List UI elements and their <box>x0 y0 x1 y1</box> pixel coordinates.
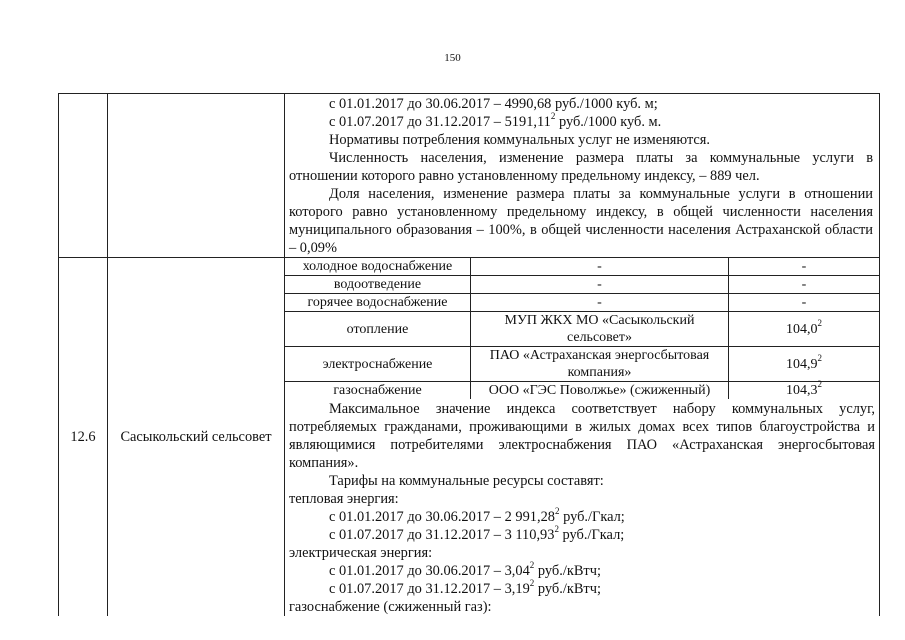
service-index: - <box>729 294 880 312</box>
heat-energy-title: тепловая энергия: <box>289 491 399 507</box>
service-name: водоотведение <box>285 276 471 294</box>
service-provider: МУП ЖКХ МО «Сасыкольский сельсовет» <box>471 312 729 347</box>
service-provider: ПАО «Астраханская энергосбытовая компания» <box>471 347 729 382</box>
table-row-continuation <box>59 94 880 258</box>
service-row <box>285 312 879 347</box>
population-paragraph: Численность населения, изменение размера платы за коммунальные услуги в отношении которого равно установленному предельному индексу, – 889 чел. <box>289 150 873 184</box>
document-table-area <box>58 93 880 640</box>
service-name: горячее водоснабжение <box>285 294 471 312</box>
service-provider: - <box>471 276 729 294</box>
municipality-name: Сасыкольский сельсовет <box>108 258 285 617</box>
service-provider: - <box>471 294 729 312</box>
electric-energy-title: электрическая энергия: <box>289 545 433 561</box>
row-number: 12.6 <box>59 258 108 617</box>
max-index-paragraph: Максимальное значение индекса соответствует набору коммунальных услуг, потребляемых гражданами, проживающими в жилых домах всех типов благоустройства и являющимися потребителями электроснабжения ПАО «Астраханская энергосбытовая компания». <box>289 401 875 471</box>
service-row <box>285 382 879 400</box>
service-name: холодное водоснабжение <box>285 258 471 276</box>
service-name: отопление <box>285 312 471 347</box>
service-row <box>285 294 879 312</box>
table-row-12-6 <box>59 258 880 617</box>
tariff-table <box>58 93 880 616</box>
service-index: - <box>729 258 880 276</box>
electric-tariff-line-2: с 01.07.2017 до 31.12.2017 – 3,19$^2$ руб./кВтч; <box>329 578 601 597</box>
service-provider: - <box>471 258 729 276</box>
heat-tariff-line-2: с 01.07.2017 до 31.12.2017 – 3 110,93$^2$ руб./Гкал; <box>329 524 625 543</box>
service-index: - <box>729 276 880 294</box>
service-row <box>285 276 879 294</box>
service-row <box>285 347 879 382</box>
heat-tariff-line-1: с 01.01.2017 до 30.06.2017 – 2 991,28$^2$ руб./Гкал; <box>329 506 625 525</box>
population-share-paragraph: Доля населения, изменение размера платы за коммунальные услуги в отношении которого равно установленному предельному индексу, в общей численности населения муниципального образования – 100%, в общей численности населения Астраханской области – 0,09% <box>289 186 873 256</box>
service-index: 104,9$^2$ <box>729 347 880 382</box>
norms-unchanged-line: Нормативы потребления коммунальных услуг не изменяются. <box>329 132 711 148</box>
services-subtable <box>285 258 879 399</box>
row-name-cell-empty <box>108 94 285 258</box>
gas-supply-title: газоснабжение (сжиженный газ): <box>289 599 492 615</box>
tariffs-title: Тарифы на коммунальные ресурсы составят: <box>329 473 604 489</box>
tariff-line-1: с 01.01.2017 до 30.06.2017 – 4990,68 руб./1000 куб. м; <box>329 96 658 112</box>
service-index: 104,0$^2$ <box>729 312 880 347</box>
continuation-text-cell <box>285 94 880 258</box>
service-name: электроснабжение <box>285 347 471 382</box>
electric-tariff-line-1: с 01.01.2017 до 30.06.2017 – 3,04$^2$ руб./кВтч; <box>329 560 601 579</box>
page-number: 150 <box>444 52 461 64</box>
tariff-line-2: с 01.07.2017 до 31.12.2017 – 5191,11$^2$ руб./1000 куб. м. <box>329 111 662 130</box>
row-number-cell-empty <box>59 94 108 258</box>
services-and-tariffs-cell <box>285 258 880 617</box>
service-index: 104,3$^2$ <box>729 382 880 400</box>
service-name: газоснабжение <box>285 382 471 400</box>
service-provider: ООО «ГЭС Поволжье» (сжиженный) <box>471 382 729 400</box>
service-row <box>285 258 879 276</box>
